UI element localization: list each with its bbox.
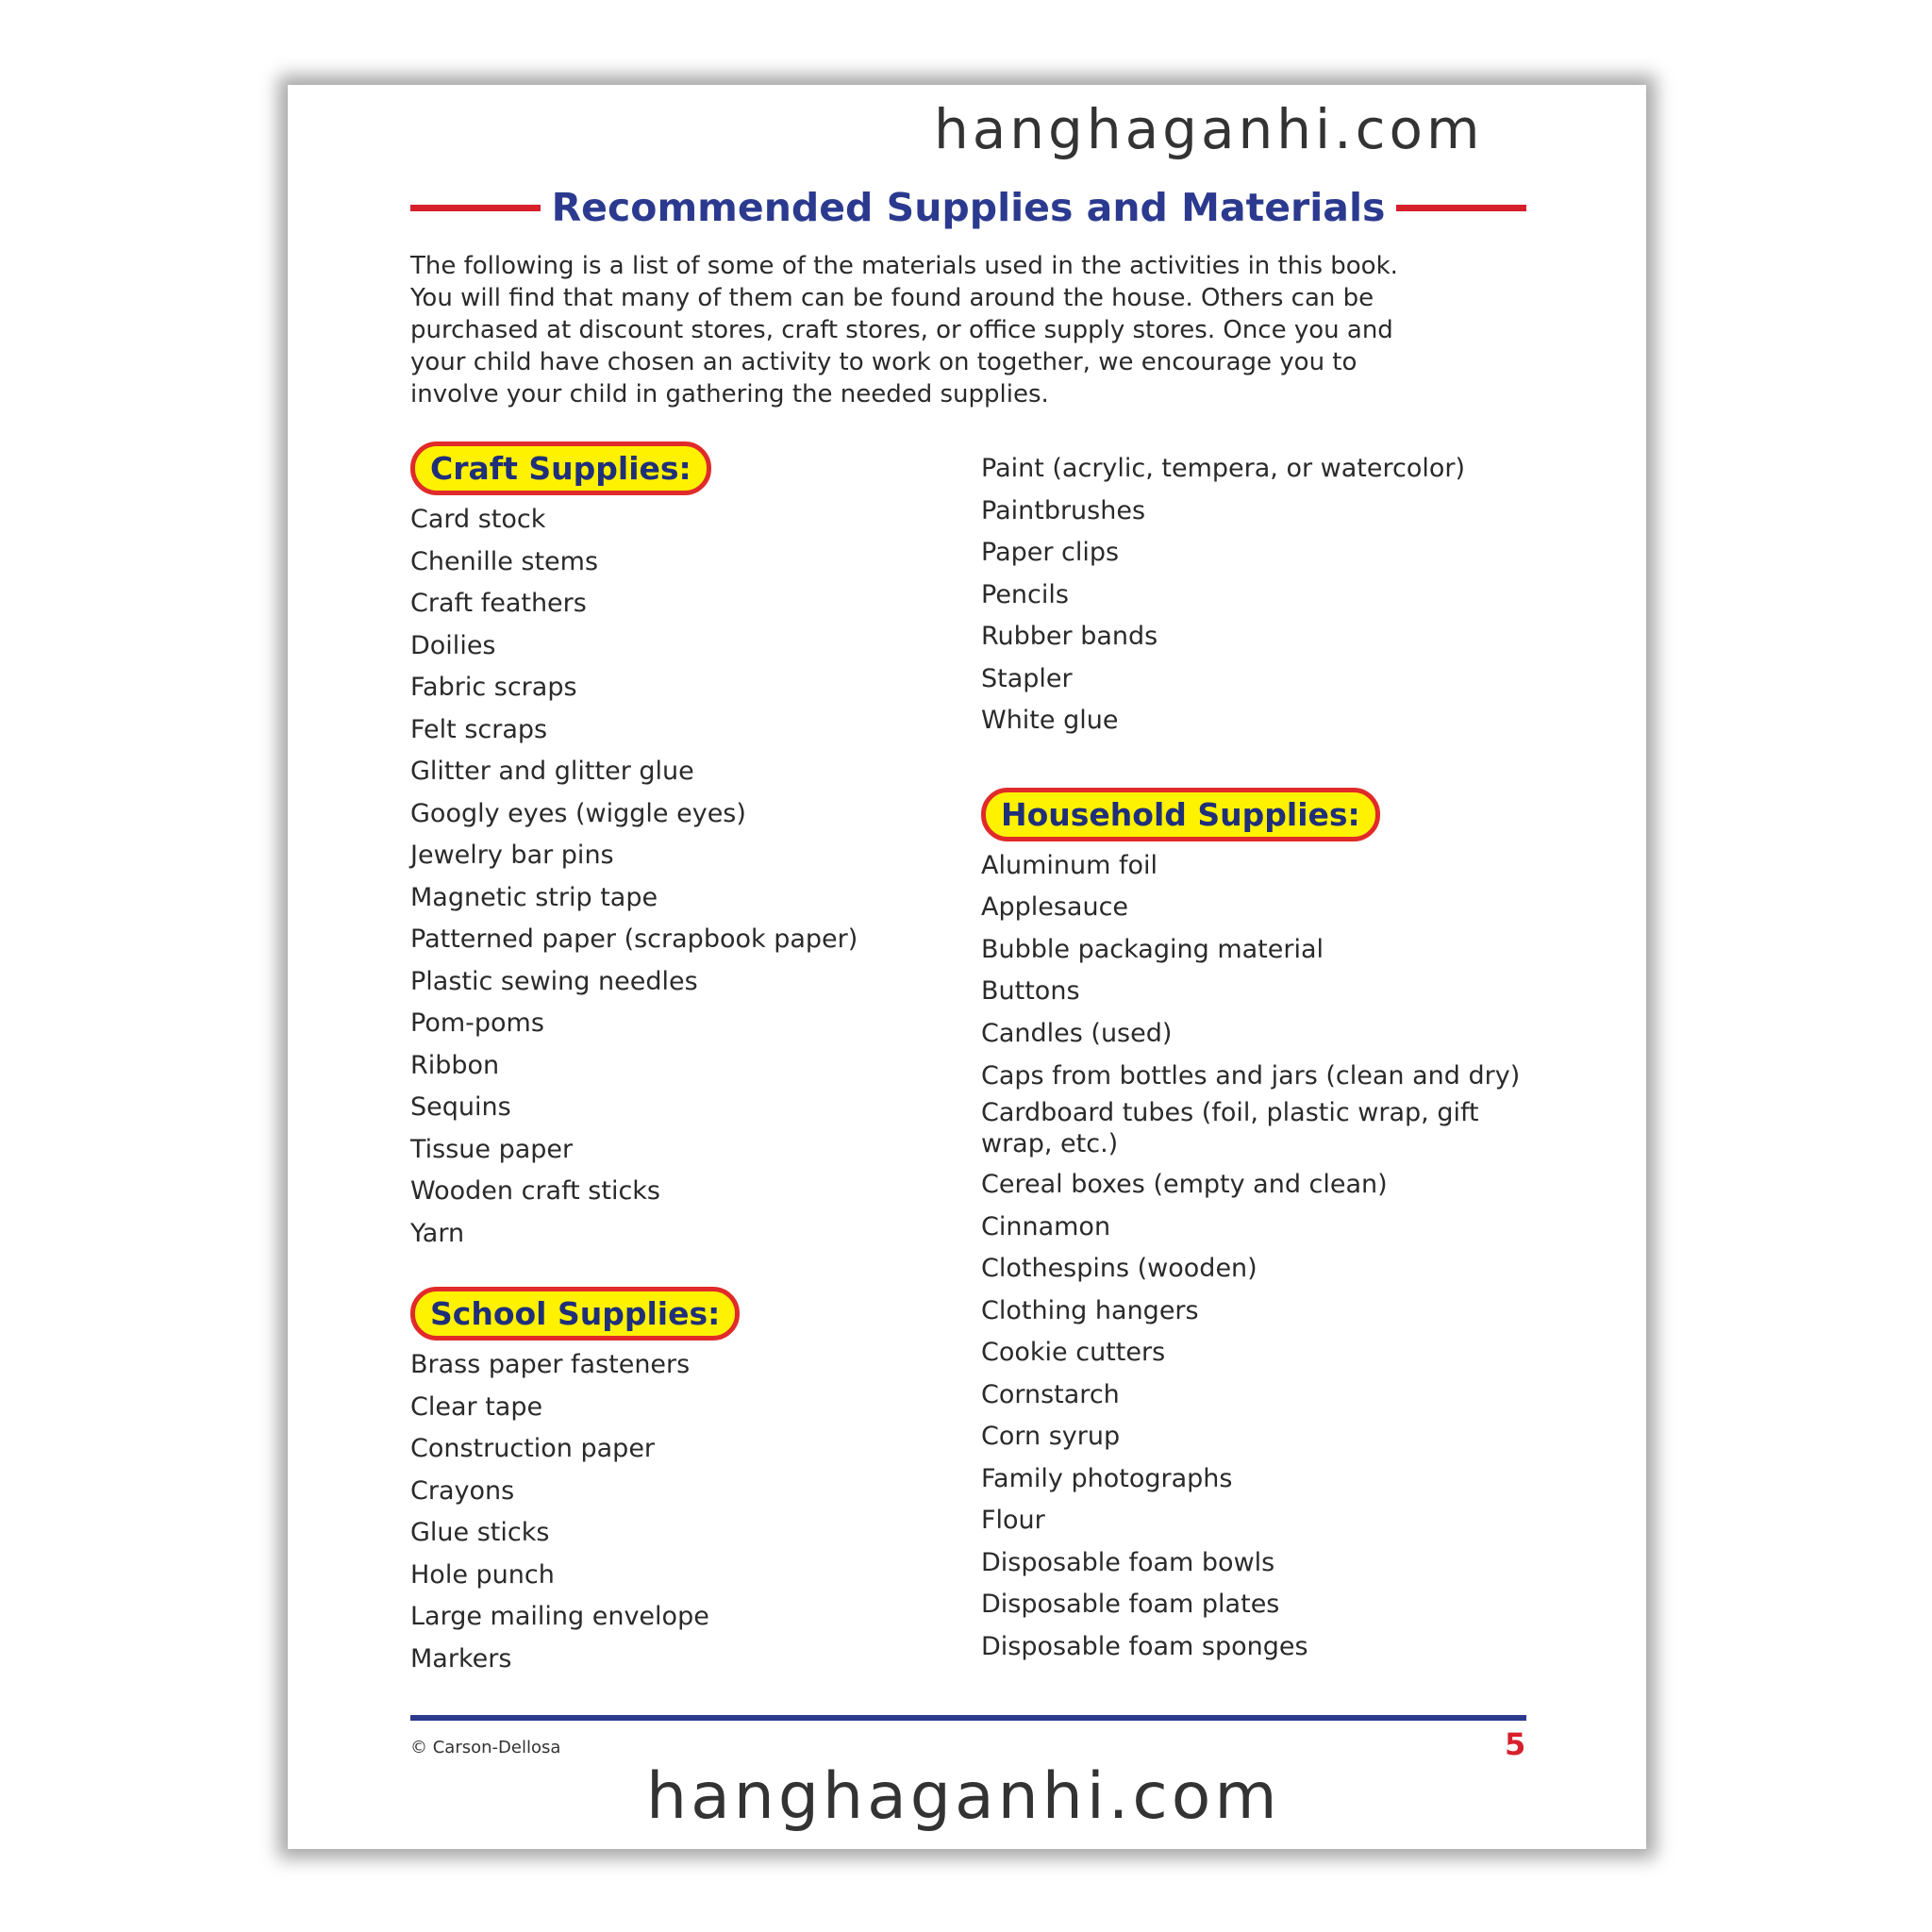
list-item: Rubber bands xyxy=(981,622,1158,651)
list-item: Caps from bottles and jars (clean and dry) xyxy=(981,1061,1521,1091)
list-item: Pom-poms xyxy=(410,1008,544,1038)
household-supplies-heading: Household Supplies: xyxy=(981,788,1380,841)
footer-rule xyxy=(410,1715,1526,1721)
list-item: Bubble packaging material xyxy=(981,934,1324,964)
list-item: Glitter and glitter glue xyxy=(410,757,694,786)
list-item: Sequins xyxy=(410,1092,511,1122)
craft-supplies-list xyxy=(410,499,939,1255)
footer-copyright: © Carson-Dellosa xyxy=(410,1738,561,1757)
list-item: Googly eyes (wiggle eyes) xyxy=(410,798,746,828)
list-item: Disposable foam sponges xyxy=(981,1631,1308,1661)
household-supplies-list xyxy=(981,845,1547,1669)
list-item: Magnetic strip tape xyxy=(410,882,658,912)
school-supplies-list-continued xyxy=(981,448,1547,742)
list-item: Paint (acrylic, tempera, or watercolor) xyxy=(981,454,1466,483)
intro-line: involve your child in gathering the needed supplies. xyxy=(410,380,1049,408)
title-rule-left xyxy=(410,205,541,211)
list-item: Family photographs xyxy=(981,1463,1233,1493)
right-column xyxy=(981,448,1547,1668)
list-item: Ribbon xyxy=(410,1050,500,1080)
page-title: Recommended Supplies and Materials xyxy=(551,185,1386,230)
list-item: Buttons xyxy=(981,976,1080,1006)
list-item: Aluminum foil xyxy=(981,850,1158,880)
list-item: Patterned paper (scrapbook paper) xyxy=(410,924,858,954)
list-item: Candles (used) xyxy=(981,1018,1173,1048)
list-item: Tissue paper xyxy=(410,1134,574,1164)
list-item: Brass paper fasteners xyxy=(410,1350,691,1379)
school-section xyxy=(410,1287,939,1341)
intro-line: You will find that many of them can be found around the house. Others can be xyxy=(410,284,1374,312)
school-supplies-list xyxy=(410,1344,939,1680)
list-item: Hole punch xyxy=(410,1559,555,1590)
left-column xyxy=(410,441,939,1680)
list-item: Felt scraps xyxy=(410,714,548,744)
list-item: Fabric scraps xyxy=(410,673,577,702)
intro-line: purchased at discount stores, craft stores, or office supply stores. Once you and xyxy=(410,316,1393,344)
intro-line: The following is a list of some of the materials used in the activities in this book. xyxy=(410,252,1398,280)
list-item: Clothespins (wooden) xyxy=(981,1254,1257,1283)
list-item: Cardboard tubes (foil, plastic wrap, gift wrap, etc.) xyxy=(981,1098,1479,1158)
list-item: Markers xyxy=(410,1643,512,1674)
list-item: Stapler xyxy=(981,663,1073,693)
list-item: Corn syrup xyxy=(981,1422,1121,1451)
list-item: Construction paper xyxy=(410,1434,656,1463)
page-title-row xyxy=(410,175,1526,241)
craft-supplies-heading: Craft Supplies: xyxy=(410,441,711,495)
list-item: Crayons xyxy=(410,1475,515,1506)
household-section xyxy=(981,788,1547,841)
list-item: Pencils xyxy=(981,579,1069,609)
list-item: Cookie cutters xyxy=(981,1338,1166,1367)
list-item: Jewelry bar pins xyxy=(410,841,614,870)
list-item: Plastic sewing needles xyxy=(410,966,698,996)
list-item: Large mailing envelope xyxy=(410,1602,709,1631)
list-item: Cornstarch xyxy=(981,1379,1120,1409)
page-number: 5 xyxy=(1505,1726,1526,1762)
list-item: Cinnamon xyxy=(981,1211,1111,1241)
list-item: Chenille stems xyxy=(410,546,599,576)
intro-line: your child have chosen an activity to work on together, we encourage you to xyxy=(410,348,1357,376)
list-item: Clear tape xyxy=(410,1391,543,1422)
document-page xyxy=(288,85,1646,1849)
list-item: Doilies xyxy=(410,630,496,660)
list-item: Disposable foam bowls xyxy=(981,1547,1275,1577)
list-item: Wooden craft sticks xyxy=(410,1176,660,1206)
list-item: Applesauce xyxy=(981,892,1129,922)
list-item: Yarn xyxy=(410,1218,465,1248)
list-item: Paper clips xyxy=(981,538,1120,567)
title-rule-right xyxy=(1396,205,1526,211)
list-item: Clothing hangers xyxy=(981,1295,1199,1325)
list-item: Flour xyxy=(981,1506,1045,1535)
list-item: White glue xyxy=(981,706,1119,735)
school-supplies-heading: School Supplies: xyxy=(410,1287,740,1341)
list-item: Disposable foam plates xyxy=(981,1590,1280,1619)
craft-section xyxy=(410,441,939,495)
list-item: Craft feathers xyxy=(410,589,587,618)
watermark-top: hanghaganhi.com xyxy=(934,97,1484,161)
list-item: Glue sticks xyxy=(410,1518,550,1547)
list-item: Paintbrushes xyxy=(981,495,1146,525)
list-item: Card stock xyxy=(410,505,546,534)
watermark-bottom: hanghaganhi.com xyxy=(646,1759,1281,1834)
list-item: Cereal boxes (empty and clean) xyxy=(981,1170,1388,1199)
intro-paragraph xyxy=(410,250,1524,410)
